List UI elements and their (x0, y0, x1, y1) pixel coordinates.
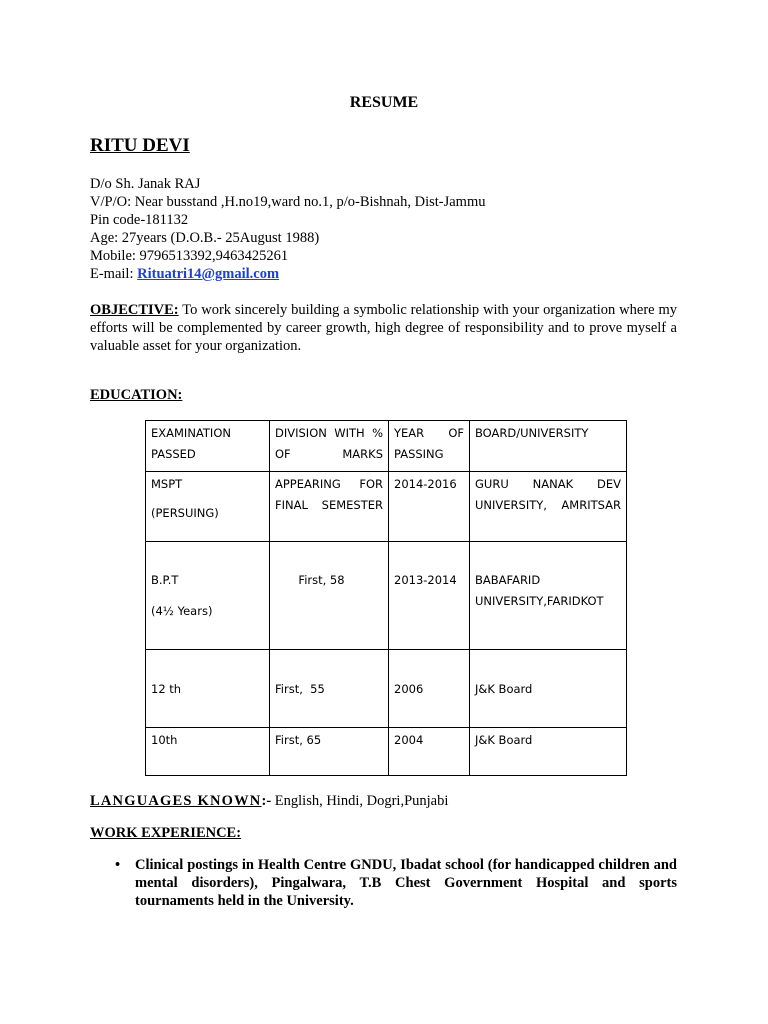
table-row (146, 542, 627, 650)
header-year: YEAR OF PASSING (389, 421, 470, 472)
document-title: RESUME (349, 94, 419, 111)
work-experience-heading: WORK EXPERIENCE: (90, 825, 242, 841)
candidate-name: RITU DEVI (90, 135, 190, 156)
table-row (146, 728, 627, 776)
year-cell: 2006 (389, 650, 470, 728)
year-cell: 2014-2016 (389, 472, 470, 542)
objective-heading: OBJECTIVE: (90, 302, 179, 318)
exam-note: (4½ Years) (151, 604, 213, 618)
division-cell: First, 65 (270, 728, 389, 776)
bullet-marker: • (115, 857, 121, 873)
division-cell: APPEARING FOR FINAL SEMESTER (270, 472, 389, 542)
board-cell: BABAFARID UNIVERSITY,FARIDKOT (470, 542, 627, 650)
address: V/P/O: Near busstand ,H.no19,ward no.1, p/o-Bishnah, Dist-Jammu (90, 194, 486, 210)
education-table (145, 420, 627, 776)
languages-heading: LANGUAGES KNOWN (90, 793, 262, 809)
languages-text: English, Hindi, Dogri,Punjabi (271, 793, 449, 809)
email-label: E-mail: (90, 266, 138, 282)
languages-separator: :- (261, 793, 272, 809)
email-link[interactable]: Rituatri14@gmail.com (137, 266, 280, 282)
exam-cell (146, 472, 270, 542)
exam-cell: 12 th (146, 650, 270, 728)
contact-block (90, 175, 486, 283)
board-cell: GURU NANAK DEV UNIVERSITY, AMRITSAR (470, 472, 627, 542)
table-row (146, 472, 627, 542)
header-board: BOARD/UNIVERSITY (470, 421, 627, 472)
board-cell: J&K Board (470, 728, 627, 776)
mobile: Mobile: 9796513392,9463425261 (90, 248, 289, 264)
exam-name: B.P.T (151, 573, 179, 587)
board-cell: J&K Board (470, 650, 627, 728)
email-line (90, 265, 486, 283)
pin-code: Pin code-181132 (90, 212, 189, 228)
work-experience-item: Clinical postings in Health Centre GNDU, Ibadat school (for handicapped children and mental disorders), Pingalwara, T.B Chest Government Hospital and sports tournaments held in the University. (135, 857, 677, 909)
exam-note: (PERSUING) (151, 506, 219, 520)
header-exam: EXAMINATION PASSED (146, 421, 270, 472)
table-row (146, 650, 627, 728)
education-heading: EDUCATION: (90, 387, 183, 403)
exam-cell (146, 542, 270, 650)
header-division: DIVISION WITH % OF MARKS (270, 421, 389, 472)
objective-section (90, 301, 677, 355)
division-cell: First, 58 (270, 542, 389, 650)
father-name: D/o Sh. Janak RAJ (90, 176, 201, 192)
exam-cell: 10th (146, 728, 270, 776)
languages-section (90, 792, 448, 810)
age: Age: 27years (D.O.B.- 25August 1988) (90, 230, 320, 246)
objective-text: To work sincerely building a symbolic relationship with your organization where my efforts will be complemented by career growth, high degree of responsibility and to prove myself a valuable asset for your organization. (90, 302, 677, 354)
division-cell: First, 55 (270, 650, 389, 728)
exam-name: MSPT (151, 477, 183, 491)
table-header-row (146, 421, 627, 472)
year-cell: 2004 (389, 728, 470, 776)
year-cell: 2013-2014 (389, 542, 470, 650)
